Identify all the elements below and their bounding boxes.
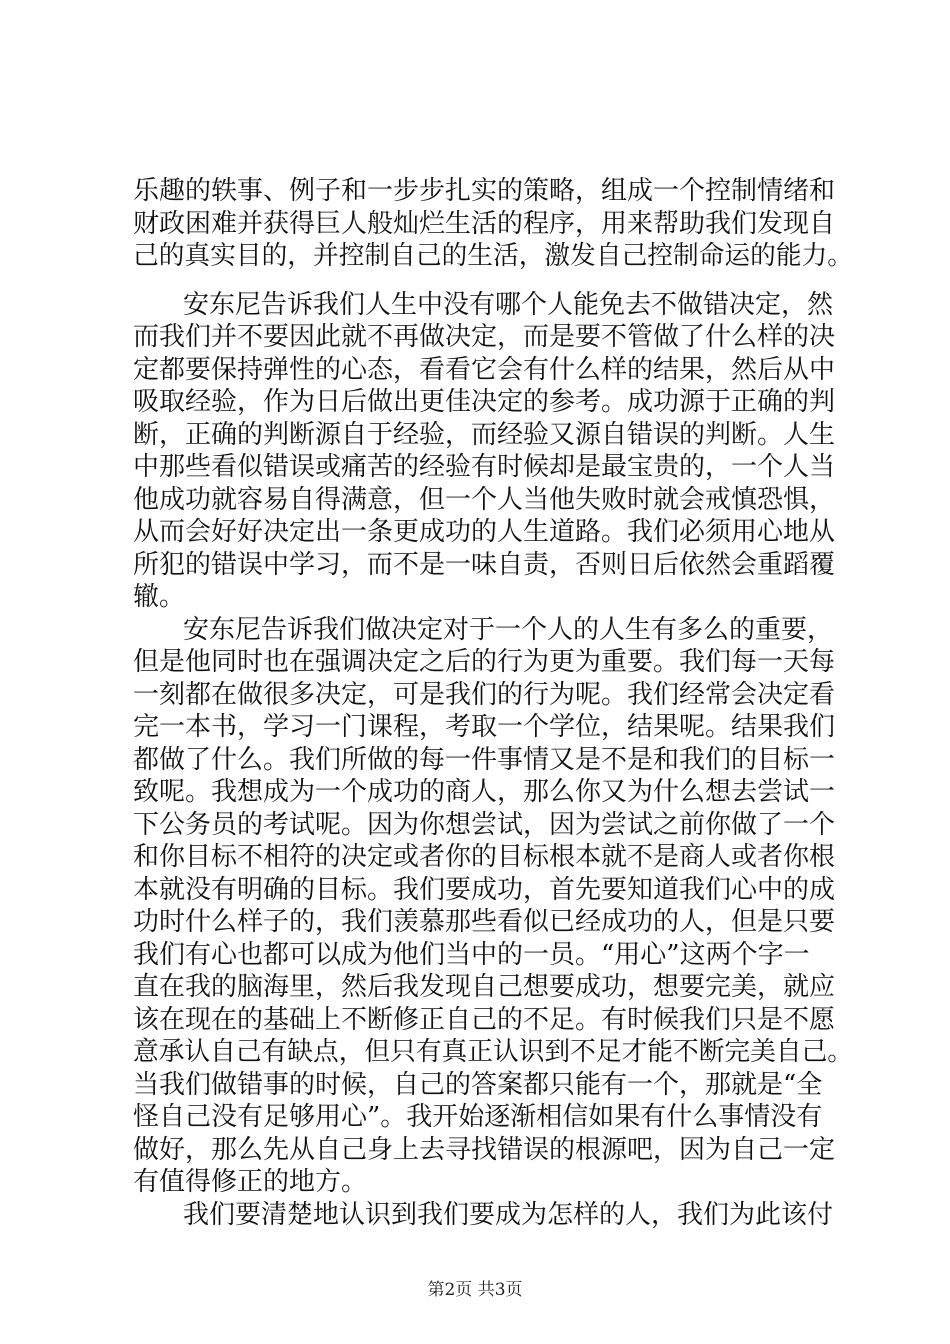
text-line: 而我们并不要因此就不再做决定，而是要不管做了什么样的决 [133, 322, 836, 352]
text-line: 和你目标不相符的决定或者你的目标根本就不是商人或者你根 [133, 842, 836, 872]
text-line: 己的真实目的，并控制自己的生活，激发自己控制命运的能力。 [133, 241, 854, 271]
paragraph-first-line: 我们要清楚地认识到我们要成为怎样的人，我们为此该付 [183, 1199, 834, 1230]
text-line: 断，正确的判断源自于经验，而经验又源自错误的判断。人生 [133, 419, 836, 450]
text-line: 定都要保持弹性的心态，看看它会有什么样的结果，然后从中 [133, 354, 836, 385]
paragraph-first-line: 安东尼告诉我们做决定对于一个人的人生有多么的重要， [183, 614, 834, 645]
text-line: 有值得修正的地方。 [133, 1167, 368, 1197]
text-line: 乐趣的轶事、例子和一步步扎实的策略，组成一个控制情绪和 [133, 176, 836, 206]
text-line: 功时什么样子的，我们羡慕那些看似已经成功的人，但是只要 [133, 907, 836, 937]
text-line: 意承认自己有缺点，但只有真正认识到不足才能不断完美自己。 [133, 1037, 854, 1067]
text-line: 他成功就容易自得满意，但一个人当他失败时就会戒慎恐惧， [133, 484, 836, 515]
text-line: 该在现在的基础上不断修正自己的不足。有时候我们只是不愿 [133, 1004, 836, 1035]
text-line: 下公务员的考试呢。因为你想尝试，因为尝试之前你做了一个 [133, 809, 836, 840]
page-number-footer: 第2页 共3页 [427, 1280, 523, 1300]
text-line: 财政困难并获得巨人般灿烂生活的程序，用来帮助我们发现自 [133, 208, 836, 239]
text-line: 中那些看似错误或痛苦的经验有时候却是最宝贵的，一个人当 [133, 452, 836, 482]
text-line: 本就没有明确的目标。我们要成功，首先要知道我们心中的成 [133, 874, 836, 905]
text-line: 从而会好好决定出一条更成功的人生道路。我们必须用心地从 [133, 517, 836, 547]
paragraph-first-line: 安东尼告诉我们人生中没有哪个人能免去不做错决定，然 [183, 289, 834, 320]
text-line: 完一本书，学习一门课程，考取一个学位，结果呢。结果我们 [133, 712, 836, 742]
text-line: 所犯的错误中学习，而不是一味自责，否则日后依然会重蹈覆 [133, 549, 836, 580]
text-line: 当我们做错事的时候，自己的答案都只能有一个，那就是“全 [133, 1069, 823, 1100]
text-line: 我们有心也都可以成为他们当中的一员。“用心”这两个字一 [133, 939, 810, 970]
text-line: 致呢。我想成为一个成功的商人，那么你又为什么想去尝试一 [133, 777, 836, 807]
text-line: 但是他同时也在强调决定之后的行为更为重要。我们每一天每 [133, 647, 836, 677]
text-line: 辙。 [133, 582, 186, 612]
text-line: 吸取经验，作为日后做出更佳决定的参考。成功源于正确的判 [133, 387, 836, 417]
text-line: 都做了什么。我们所做的每一件事情又是不是和我们的目标一 [133, 744, 836, 775]
text-line: 怪自己没有足够用心”。我开始逐渐相信如果有什么事情没有 [133, 1102, 823, 1132]
text-line: 直在我的脑海里，然后我发现自己想要成功，想要完美，就应 [133, 972, 836, 1002]
text-line: 一刻都在做很多决定，可是我们的行为呢。我们经常会决定看 [133, 679, 836, 710]
text-line: 做好，那么先从自己身上去寻找错误的根源吧，因为自己一定 [133, 1134, 836, 1165]
